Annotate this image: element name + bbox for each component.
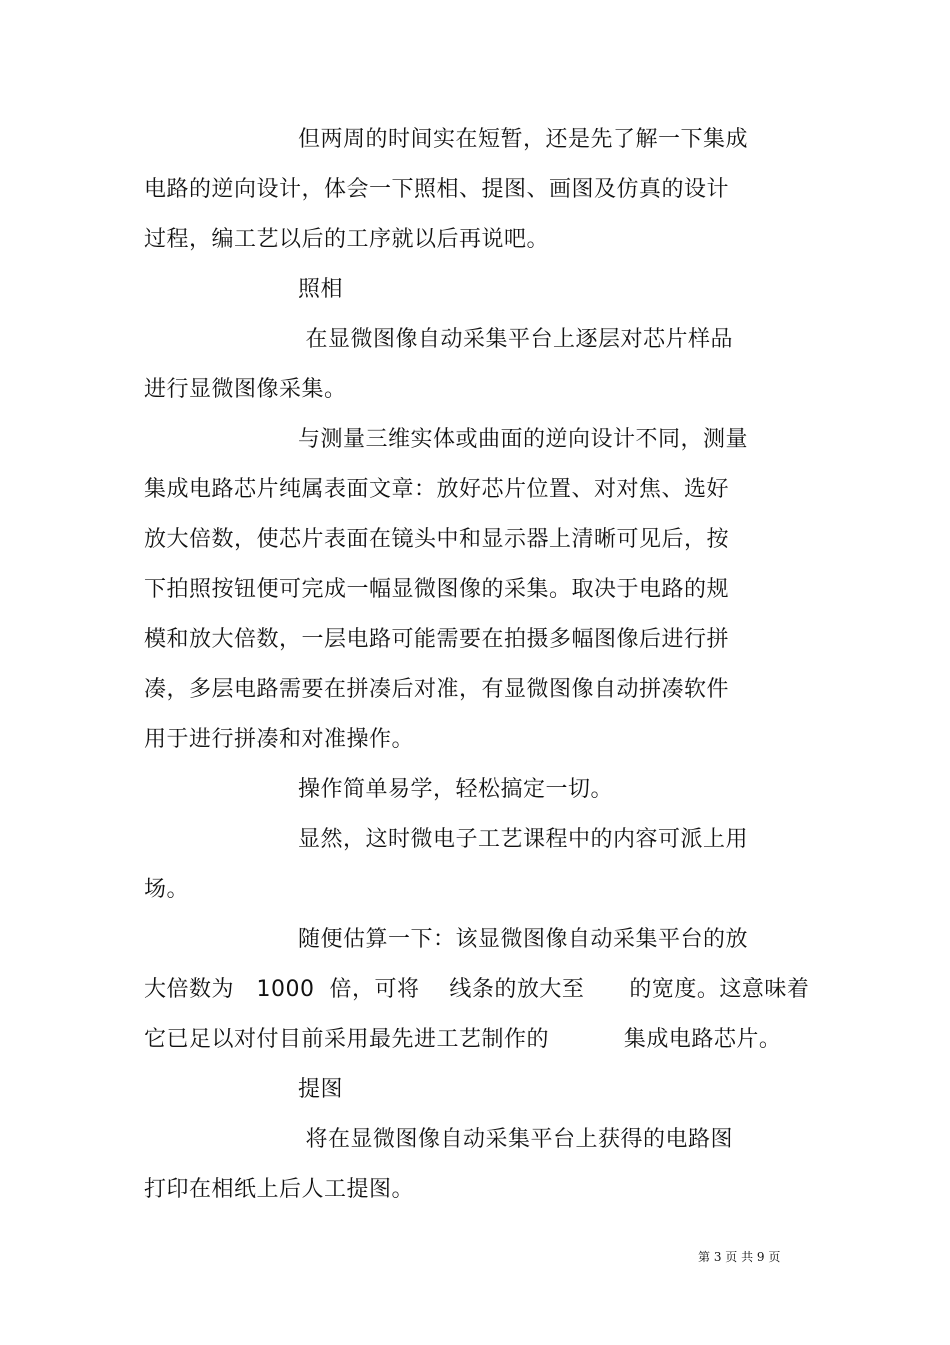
text-line: 用于进行拼凑和对准操作。: [144, 727, 415, 752]
text-line: 但两周的时间实在短暂，还是先了解一下集成: [298, 127, 749, 152]
text-line: 过程，编工艺以后的工序就以后再说吧。: [144, 227, 550, 252]
text-line: 与测量三维实体或曲面的逆向设计不同，测量: [298, 427, 749, 452]
section-heading: 照相: [298, 277, 344, 302]
text-line: 操作简单易学，轻松搞定一切。: [298, 777, 614, 802]
text-line: 下拍照按钮便可完成一幅显微图像的采集。取决于电路的规: [144, 577, 730, 602]
text-line: 进行显微图像采集。: [144, 377, 347, 402]
text-line: 场。: [144, 877, 190, 902]
text-line: 打印在相纸上后人工提图。: [144, 1177, 415, 1202]
text-line: 将在显微图像自动采集平台上获得的电路图: [298, 1127, 733, 1152]
text-line: 随便估算一下：该显微图像自动采集平台的放: [298, 927, 749, 952]
section-heading: 提图: [298, 1077, 344, 1102]
text-line: 凑，多层电路需要在拼凑后对准，有显微图像自动拼凑软件: [144, 677, 730, 702]
text-line: 放大倍数，使芯片表面在镜头中和显示器上清晰可见后，按: [144, 527, 730, 552]
page-number-footer: 第 3 页 共 9 页: [698, 1250, 781, 1264]
text-line: 在显微图像自动采集平台上逐层对芯片样品: [298, 327, 733, 352]
text-line: 它已足以对付目前采用最先进工艺制作的 集成电路芯片。: [144, 1027, 782, 1052]
text-line: 显然，这时微电子工艺课程中的内容可派上用: [298, 827, 749, 852]
text-line: 大倍数为 1000 倍，可将 线条的放大至 的宽度。这意味着: [144, 977, 810, 1002]
text-line: 集成电路芯片纯属表面文章：放好芯片位置、对对焦、选好: [144, 477, 730, 502]
text-line: 电路的逆向设计，体会一下照相、提图、画图及仿真的设计: [144, 177, 730, 202]
text-line: 模和放大倍数，一层电路可能需要在拍摄多幅图像后进行拼: [144, 627, 730, 652]
